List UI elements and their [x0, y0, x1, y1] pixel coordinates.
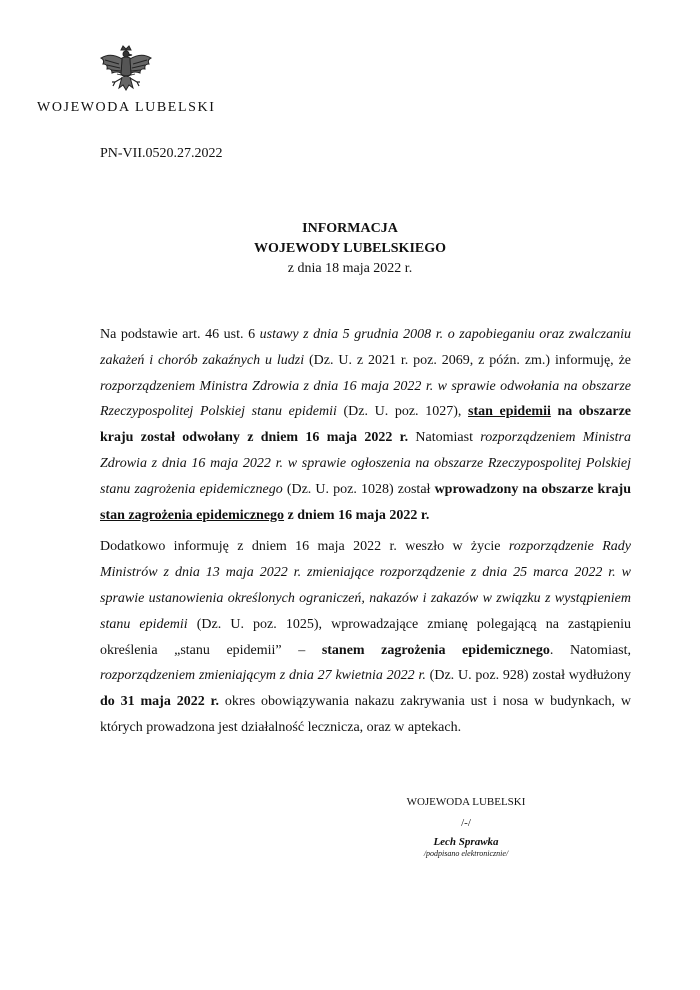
p2-regulation-reference: rozporządzenie Rady Ministrów z dnia 13 maja 2022 r. zmieniające rozporządzenie z dnia 25 marca 2022 r. w sprawie ustanowienia określonych ograniczeń, nakazów i zakazów w związku z wystąpieniem stanu epidemii: [100, 539, 631, 632]
p1-bold-text: na obszarze kraju został odwołany z dniem 16 maja 2022 r.: [100, 404, 631, 446]
p1-underlined: stan zagrożenia epidemicznego: [100, 507, 285, 523]
paragraph-2: [100, 534, 631, 740]
p1-bold-text: z dniem 16 maja 2022 r.: [284, 507, 430, 523]
p2-text: Dodatkowo informuję z dniem 16 maja 2022 r. weszło w życie: [100, 539, 509, 555]
p1-text: Na podstawie art. 46 ust. 6: [100, 327, 260, 342]
p1-underlined: stan epidemii: [468, 404, 551, 420]
institution-name: WOJEWODA LUBELSKI: [37, 100, 216, 115]
signature-block: [386, 794, 546, 859]
p1-bold-text: wprowadzony na obszarze kraju: [434, 481, 631, 497]
title-block: [0, 219, 700, 279]
p2-text: . Natomiast,: [549, 642, 632, 658]
p2-regulation-reference: rozporządzeniem zmieniającym z dnia 27 kwietnia 2022 r.: [100, 668, 426, 684]
p2-text: okres obowiązywania nakazu zakrywania ust i nosa w budynkach, w których prowadzona jest działalność lecznicza, oraz w aptekach.: [100, 694, 631, 735]
title-line-1: INFORMACJA: [302, 221, 398, 236]
p2-bold-text: do 31 maja 2022 r.: [100, 694, 219, 710]
p2-text: (Dz. U. poz. 928) został wydłużony: [425, 668, 631, 684]
p1-act-reference: ustawy z dnia 5 grudnia 2008 r. o zapobieganiu oraz zwalczaniu zakażeń i chorób zakaźnych u ludzi: [100, 327, 631, 368]
p1-regulation-reference: rozporządzeniem Ministra Zdrowia z dnia 16 maja 2022 r. w sprawie ogłoszenia na obszarze Rzeczypospolitej Polskiej stanu zagrożenia epidemicznego: [100, 430, 631, 497]
p1-text: (Dz. U. z 2021 r. poz. 2069, z późn. zm.) informuję, że: [304, 352, 631, 368]
polish-eagle-emblem-icon: [95, 44, 157, 100]
signature-note: /podpisano elektronicznie/: [423, 849, 509, 858]
signatory-name: Lech Sprawka: [433, 836, 499, 848]
paragraph-1: [100, 322, 631, 528]
p1-text: (Dz. U. poz. 1027),: [336, 404, 468, 420]
p1-text: (Dz. U. poz. 1028) został: [282, 481, 435, 497]
signature-mark: /-/: [461, 817, 471, 829]
p1-regulation-reference: rozporządzeniem Ministra Zdrowia z dnia 16 maja 2022 r. w sprawie odwołania na obszarze Rzeczypospolitej Polskiej stanu epidemii: [100, 378, 631, 420]
p2-text: (Dz. U. poz. 1025), wprowadzające zmianę polegającą na zastąpieniu określenia „stanu epidemii” –: [100, 616, 632, 658]
reference-number: PN-VII.0520.27.2022: [100, 146, 223, 161]
p1-text: Natomiast: [408, 430, 481, 446]
signature-role: WOJEWODA LUBELSKI: [406, 796, 526, 808]
title-date: z dnia 18 maja 2022 r.: [287, 261, 413, 276]
document-body: [100, 322, 631, 747]
p2-bold-text: stanem zagrożenia epidemicznego: [321, 642, 550, 658]
title-line-2: WOJEWODY LUBELSKIEGO: [253, 241, 447, 256]
